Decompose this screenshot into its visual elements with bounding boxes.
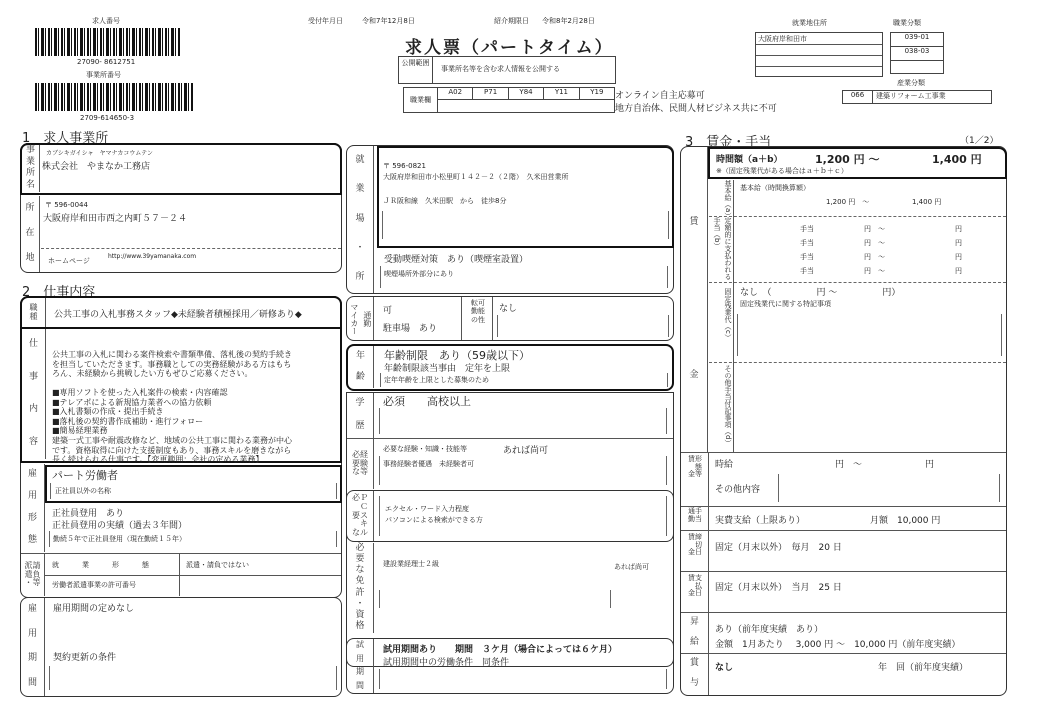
raise-line2: 金額 1月あたり 3,000 円 ～ 10,000 円（前年度実績）	[715, 640, 961, 650]
disclosure-value: 事業所名等を含む求人情報を公開する	[441, 65, 560, 73]
occupation-code: 038-03	[891, 47, 943, 61]
section3-title: 3 賃金・手当	[685, 135, 772, 150]
job-type-content-box	[20, 296, 342, 463]
transfer-label: 転可 勤能 の性	[471, 299, 485, 324]
trial-period-label: 試 用 期 間	[347, 639, 374, 693]
job-content: 公共工事の入札に関わる案件検索や書類準備、落札後の契約手続き を担当していただきます。事務職としての実務経験がある方はもち ろん、未経験から挑戦したい方もぜひご応募ください。 ■専用ソフトを使った入札案件の検索・内容確認 ■テレアポによる新規協力業者への協力依頼 ■入札書類の作成・提出手続き ■落札後の契約書作成補助・進行フォロー ■簡易経理業務 建築一式工事や耐震改修など、地域の公共工事に関わる業務が中心 です。資格取得に向けた支援制度もあり、事務スキルを磨きながら 長く続けられる仕事です。【変更範囲：会社の定める業務】	[52, 350, 292, 465]
industry-label: 産業分類	[897, 79, 925, 87]
experience-req: あれば尚可	[503, 446, 549, 456]
employer-name: 株式会社 やまなか工務店	[42, 162, 151, 172]
page-title: 求人票（パートタイム）	[405, 38, 614, 58]
raise-line1: あり（前年度実績 あり）	[715, 625, 824, 635]
occupation-label: 職業分類	[893, 19, 921, 27]
education-value: 必須 高校以上	[383, 395, 471, 408]
hourly-note: ※（固定残業代がある場合はａ＋ｂ＋ｃ）	[716, 167, 848, 175]
work-form-label: 就 業 形 態	[52, 561, 152, 569]
transfer-value: なし	[499, 304, 518, 314]
homepage-label: ホームページ	[48, 257, 90, 265]
online-note-2: 地方自治体、民間人材ビジネス共に不可	[615, 104, 777, 114]
workplace-postal: 〒 596-0821	[383, 162, 426, 170]
experience-label: 必経 要験 な等	[347, 439, 374, 489]
workplace-address: 大阪府岸和田市	[758, 35, 807, 43]
office-number: 2709-614650-3	[80, 114, 135, 122]
disclosure-label: 公開範囲	[399, 57, 433, 83]
workplace-full-address: 大阪府岸和田市小松里町１４２－２（２階） 久米田営業所	[383, 173, 569, 181]
workplace-address-inner	[377, 146, 674, 248]
base-pay-label: 基本給（a）	[724, 180, 732, 220]
base-pay-header: 基本給（時間換算額）	[740, 184, 810, 192]
industry-box	[842, 90, 992, 104]
section2-title: 2 仕事内容	[22, 285, 96, 300]
received-label: 受付年月日	[308, 17, 343, 25]
age-box	[346, 344, 674, 391]
regular-hire-record: 勤続５年で正社員登用（現在勤続１５年）	[53, 535, 186, 543]
cutoff-label: 賃締 切 金日	[688, 533, 702, 557]
regular-hire: 正社員登用 あり	[52, 509, 125, 519]
fixed-allowance-label: 定額的に支払われる手当（b）	[713, 217, 732, 280]
wage-form-label: 賃形 態 金等	[688, 455, 702, 479]
wage-label: 賃 金	[681, 147, 708, 452]
hourly-pay-yen: 円	[925, 460, 935, 470]
other-allowance-label: その他手当付記事項（d）	[724, 365, 732, 447]
renewal-label: 契約更新の条件	[53, 653, 117, 663]
dispatch-label: 派請 遣負 ・等	[21, 554, 45, 596]
license-label: 必 要 な 免 許 ・ 資 格	[347, 543, 374, 633]
base-pay-min: 1,200 円 ～	[826, 198, 870, 206]
job-number: 27090- 8612751	[77, 58, 136, 66]
occupation-box	[890, 32, 944, 74]
employment-type: パート労働者	[52, 469, 118, 482]
deadline-label: 紹介期限日	[494, 17, 529, 25]
deadline-date: 令和8年2月28日	[542, 17, 595, 25]
other-content-label: その他内容	[715, 485, 761, 495]
education-label: 学 歴	[347, 393, 374, 438]
age-note: 定年年齢を上限とした募集のため	[384, 376, 489, 384]
employment-period-label: 雇 用 期 間	[21, 598, 45, 696]
bonus-label: 賞 与	[689, 658, 699, 689]
license-name: 建設業経理士２級	[383, 560, 439, 568]
employment-label: 雇 用 形 態	[21, 464, 45, 552]
parking: 駐車場 あり	[383, 324, 438, 334]
age-limit: 年齢制限 あり（59歳以下）	[384, 349, 530, 362]
employer-postal: 〒 596-0044	[45, 201, 88, 209]
code-cell: A02	[438, 88, 473, 100]
workplace-label: 就 業 場 ・ 所	[347, 146, 374, 293]
homepage-link[interactable]: http://www.39yamanaka.com	[108, 253, 197, 260]
non-regular-name-label: 正社員以外の名称	[55, 487, 111, 495]
commute-amount: 月額 10,000 円	[870, 516, 941, 526]
smoking-policy: 受動喫煙対策 あり（喫煙室設置）	[384, 255, 529, 265]
pc-skill-line1: エクセル・ワード入力程度	[385, 505, 469, 513]
online-note-1: オンライン自主応募可	[615, 91, 705, 101]
occupation-code: 039-01	[891, 33, 943, 47]
commute-allowance-label: 通手 勤当	[688, 507, 702, 523]
workplace-address-label: 就業地住所	[792, 19, 827, 27]
employment-type-box	[45, 465, 342, 503]
code-cell: Y11	[544, 88, 579, 100]
employer-address: 大阪府岸和田市西之内町５７－２４	[43, 214, 188, 224]
base-pay-max: 1,400 円	[912, 198, 942, 206]
employer-name-label: 事 業 所 名	[22, 145, 40, 192]
job-number-label: 求人番号	[92, 17, 120, 25]
hourly-pay-label: 時給	[715, 460, 734, 470]
hourly-min: 1,200 円 ～	[815, 153, 880, 166]
regular-hire-record-label: 正社員登用の実績（過去３年間）	[52, 521, 188, 531]
employer-name-box	[20, 143, 342, 195]
payday-label: 賃支 払 金日	[688, 574, 702, 598]
car-commute-value: 可	[383, 306, 393, 316]
commute-box	[346, 296, 674, 341]
employer-name-kana: カブシキガイシャ ヤマナカコウムテン	[46, 150, 153, 157]
code-cell: P71	[473, 88, 508, 100]
trial-conditions: 試用期間中の労働条件 同条件	[383, 658, 510, 668]
workplace-access: ＪＲ阪和線 久米田駅 から 徒歩8分	[383, 197, 507, 205]
age-reason: 年齢制限該当事由 定年を上限	[384, 364, 511, 374]
smoking-note: 喫煙場所外部分にあり	[384, 270, 454, 278]
office-number-barcode	[35, 83, 193, 111]
pc-skill-label: 必Ｐ Ｃ 要ス キ なル	[347, 491, 374, 541]
payday-value: 固定（月末以外） 当月 25 日	[715, 583, 842, 593]
fixed-overtime-label: 固定残業代（c）	[724, 288, 732, 341]
bonus-value: なし	[715, 663, 734, 673]
job-content-label: 仕 事 内 容	[22, 329, 46, 459]
job-type: 公共工事の入札事務スタッフ◆未経験者積極採用／研修あり◆	[54, 310, 302, 320]
workplace-address-box	[755, 32, 883, 77]
hourly-wage-box	[708, 147, 1007, 179]
disclosure-box	[398, 56, 616, 84]
fixed-overtime-note-label: 固定残業代に関する特記事項	[740, 300, 831, 308]
commute-allowance: 実費支給（上限あり）	[715, 516, 806, 526]
job-type-label: 職 種	[22, 298, 46, 327]
pc-skill-line2: パソコンによる検索ができる方	[385, 516, 483, 524]
pc-skill-box	[346, 490, 674, 542]
address-label: 所 在 地	[21, 196, 40, 272]
employment-period-box	[20, 597, 342, 697]
license-req: あれば尚可	[614, 563, 649, 571]
industry-name: 建築リフォーム工事業	[876, 92, 946, 100]
age-label: 年 齢	[348, 346, 374, 388]
trial-period: 試用期間あり 期間 ３ケ月（場合によっては６ケ月）	[383, 645, 618, 655]
fixed-overtime-value: なし （ 円 ～ 円）	[740, 288, 901, 298]
allowance-list: 手当 円 ～ 円 手当 円 ～ 円 手当 円 ～ 円 手当 円 ～ 円	[800, 225, 962, 275]
employment-period: 雇用期間の定めなし	[53, 604, 135, 614]
car-commute-label: マイカー 通勤	[347, 297, 374, 340]
hourly-pay-range: 円 ～	[835, 460, 863, 470]
received-date: 令和7年12月8日	[362, 17, 415, 25]
codes-box	[403, 87, 615, 113]
hourly-label: 時間額（a＋b）	[716, 155, 783, 165]
experience-note: 事務経験者優遇 未経験者可	[383, 460, 474, 468]
cutoff-value: 固定（月末以外） 毎月 20 日	[715, 543, 842, 553]
codes-row	[438, 88, 614, 112]
section1-title: 1 求人事業所	[22, 131, 109, 146]
experience-header: 必要な経験・知識・技能等	[383, 445, 467, 453]
bonus-record: 年 回（前年度実績）	[878, 663, 969, 673]
hourly-max: 1,400 円	[932, 153, 982, 166]
code-cell: Y84	[509, 88, 544, 100]
code-cell: Y19	[580, 88, 614, 100]
work-form-value: 派遣・請負ではない	[186, 561, 249, 569]
trial-period-box	[346, 638, 674, 694]
job-number-barcode	[35, 28, 180, 56]
codes-label: 職業欄	[404, 88, 438, 112]
raise-label: 昇 給	[689, 617, 699, 648]
office-number-label: 事業所番号	[86, 71, 121, 79]
dispatch-permit-label: 労働者派遣事業の許可番号	[52, 581, 136, 589]
page-indicator: （1／2）	[960, 136, 999, 146]
industry-code: 066	[843, 91, 873, 103]
